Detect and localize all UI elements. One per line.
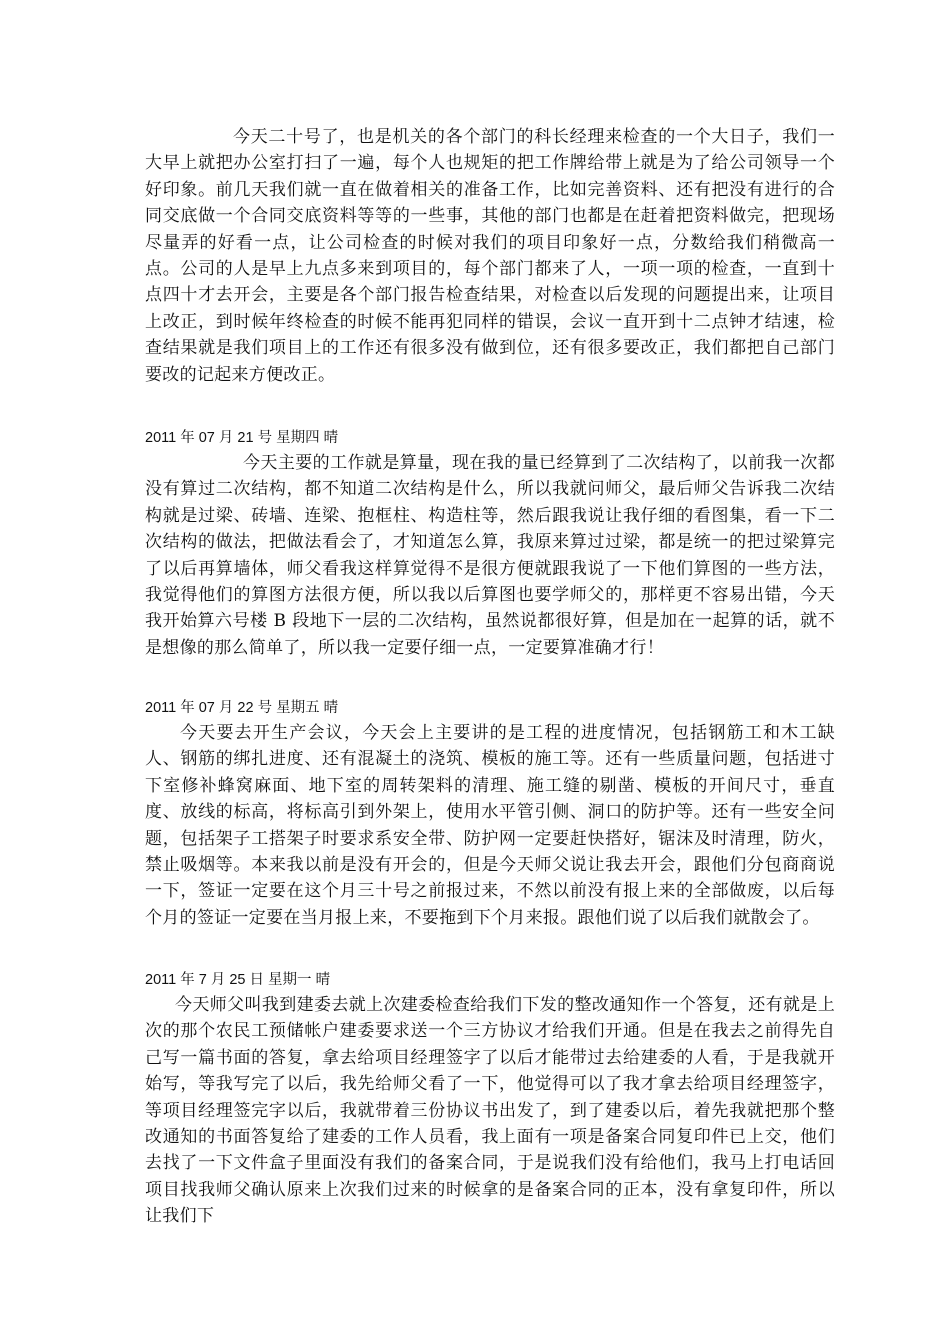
entry-date: 2011 年 7 月 25 日 星期一 晴 [145,972,331,988]
diary-entry-0721 [145,428,835,661]
diary-entry-0722 [145,698,835,931]
entry-body: 今天师父叫我到建委去就上次建委检查给我们下发的整改通知作一个答复，还有就是上次的那个农民工预储帐户建委要求送一个三方协议才给我们开通。但是在我去之前得先自己写一篇书面的答复，拿去给项目经理签字了以后才能带过去给建委的人看，于是我就开始写，等我写完了以后，我先给师父看了一下，他觉得可以了我才拿去给项目经理签字，等项目经理签完字以后，我就带着三份协议书出发了，到了建委以后，着先我就把那个整改通知的书面答复给了建委的工作人员看，我上面有一项是备案合同复印件已上交，他们去找了一下文件盒子里面没有我们的备案合同，于是说我们没有给他们，我马上打电话回项目找我师父确认原来上次我们过来的时候拿的是备案合同的正本，没有拿复印件，所以让我们下 [145,995,835,1227]
entry-date: 2011 年 07 月 22 号 星期五 晴 [145,700,339,716]
entry-date: 2011 年 07 月 21 号 星期四 晴 [145,430,339,446]
diary-entry-0725 [145,970,835,1230]
entry-body: 今天要去开生产会议，今天会上主要讲的是工程的进度情况，包括钢筋工和木工缺人、钢筋的绑扎进度、还有混凝土的浇筑、模板的施工等。还有一些质量问题，包括进寸下室修补蜂窝麻面、地下室的周转架料的清理、施工缝的剔凿、模板的开间尺寸，垂直度、放线的标高，将标高引到外架上，使用水平管引侧、洞口的防护等。还有一些安全问题，包括架子工搭架子时要求系安全带、防护网一定要赶快搭好，锯沫及时清理，防火，禁止吸烟等。本来我以前是没有开会的，但是今天师父说让我去开会，跟他们分包商商说一下，签证一定要在这个月三十号之前报过来，不然以前没有报上来的全部做废，以后每个月的签证一定要在当月报上来，不要拖到下个月来报。跟他们说了以后我们就散会了。 [145,723,835,928]
entry-body: 今天主要的工作就是算量，现在我的量已经算到了二次结构了，以前我一次都没有算过二次结构，都不知道二次结构是什么，所以我就问师父，最后师父告诉我二次结构就是过梁、砖墙、连梁、抱框柱、构造柱等，然后跟我说让我仔细的看图集，看一下二次结构的做法，把做法看会了，才知道怎么算，我原来算过过梁，都是统一的把过梁算完了以后再算墙体，师父看我这样算觉得不是很方便就跟我说了一下他们算图的一些方法，我觉得他们的算图方法很方便，所以我以后算图也要学师父的，那样更不容易出错，今天我开始算六号楼 B 段地下一层的二次结构，虽然说都很好算，但是加在一起算的话，就不是想像的那么简单了，所以我一定要仔细一点，一定要算准确才行！ [145,453,835,658]
diary-entry-0720 [145,124,835,388]
entry-body: 今天二十号了，也是机关的各个部门的科长经理来检查的一个大日子，我们一大早上就把办公室打扫了一遍，每个人也规矩的把工作牌给带上就是为了给公司领导一个好印象。前几天我们就一直在做着相关的准备工作，比如完善资料、还有把没有进行的合同交底做一个合同交底资料等等的一些事，其他的部门也都是在赶着把资料做完，把现场尽量弄的好看一点，让公司检查的时候对我们的项目印象好一点，分数给我们稍微高一点。公司的人是早上九点多来到项目的，每个部门都来了人，一项一项的检查，一直到十点四十才去开会，主要是各个部门报告检查结果，对检查以后发现的问题提出来，让项目上改正，到时候年终检查的时候不能再犯同样的错误，会议一直开到十二点钟才结速，检查结果就是我们项目上的工作还有很多没有做到位，还有很多要改正，我们都把自己部门要改的记起来方便改正。 [145,127,835,385]
